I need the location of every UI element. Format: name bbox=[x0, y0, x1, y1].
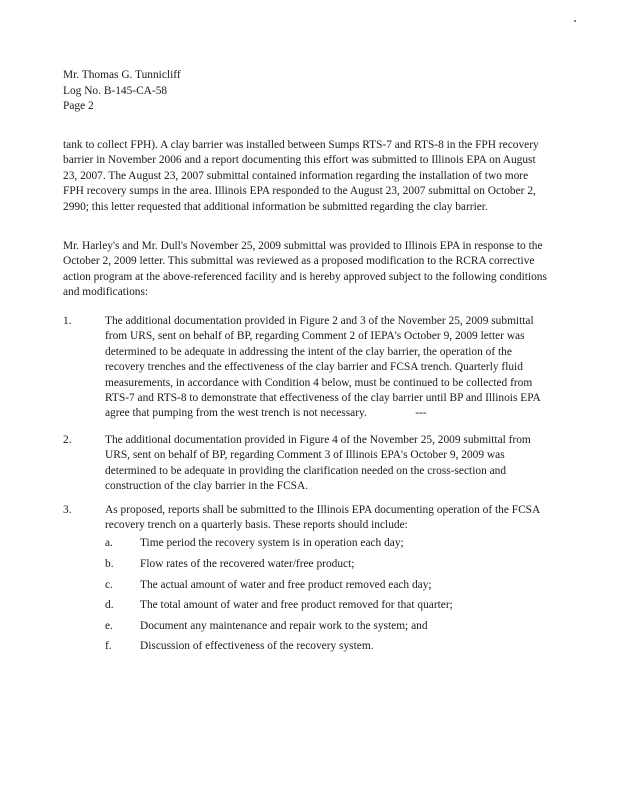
scan-speck bbox=[574, 20, 576, 22]
sub-item-text: Flow rates of the recovered water/free product; bbox=[140, 558, 355, 570]
sub-item-text: Document any maintenance and repair work to the system; and bbox=[140, 620, 428, 632]
handwritten-mark: --- bbox=[415, 407, 427, 420]
paragraph-submittal: Mr. Harley's and Mr. Dull's November 25, 2009 submittal was provided to Illinois EPA in response to the October 2, 2009 letter. This submittal was reviewed as a proposed modification to the RCRA corrective action program at the above-referenced facility and is hereby approved subject to the following conditions and modifications: bbox=[63, 240, 547, 299]
condition-number: 3. bbox=[63, 504, 72, 516]
sub-item-letter: f. bbox=[105, 640, 112, 652]
paragraph-clay-barrier: tank to collect FPH). A clay barrier was installed between Sumps RTS-7 and RTS-8 in the FPH recovery barrier in November 2006 and a report documenting this effort was submitted to Illinois EPA on August 23, 2007. The August 23, 2007 submittal contained information regarding the installation of two more FPH recovery sumps in the area. Illinois EPA responded to the August 23, 2007 submittal on October 2, 2990; this letter requested that additional information be submitted regarding the clay barrier. bbox=[63, 139, 539, 213]
condition-text bbox=[105, 314, 553, 422]
sub-item-letter: c. bbox=[105, 579, 113, 591]
condition-1-body: The additional documentation provided in Figure 2 and 3 of the November 25, 2009 submittal from URS, sent on behalf of BP, regarding Comment 2 of IEPA's October 9, 2009 letter was determined to be adequate in addressing the intent of the clay barrier, the operation of the recovery trenches and the effectiveness of the clay barrier and FCSA trench. Quarterly fluid measurements, in accordance with Condition 4 below, must be continued to be collected from RTS-7 and RTS-8 to demonstrate that effectiveness of the clay barrier until BP and Illinois EPA agree that pumping from the west trench is not necessary. bbox=[105, 315, 541, 420]
sub-item-letter: e. bbox=[105, 620, 113, 632]
sub-item-text: The total amount of water and free product removed for that quarter; bbox=[140, 599, 453, 611]
sub-item-letter: b. bbox=[105, 558, 114, 570]
recipient-name: Mr. Thomas G. Tunnicliff bbox=[63, 69, 181, 81]
sub-item-letter: d. bbox=[105, 599, 114, 611]
log-number: Log No. B-145-CA-58 bbox=[63, 84, 168, 97]
sub-item-text: Time period the recovery system is in operation each day; bbox=[140, 537, 404, 549]
sub-item-text: Discussion of effectiveness of the recovery system. bbox=[140, 640, 374, 652]
sub-item-letter: a. bbox=[105, 537, 113, 549]
condition-text: The additional documentation provided in Figure 4 of the November 25, 2009 submittal from URS, sent on behalf of BP, regarding Comment 3 of Illinois EPA's October 9, 2009 was determined to be adequate in providing the clarification needed on the cross-section and construction of the clay barrier in the FCSA. bbox=[105, 434, 531, 493]
condition-text: As proposed, reports shall be submitted to the Illinois EPA documenting operation of the FCSA recovery trench on a quarterly basis. These reports should include: bbox=[105, 504, 540, 532]
sub-item-text: The actual amount of water and free product removed each day; bbox=[140, 579, 432, 591]
page-number: Page 2 bbox=[63, 100, 94, 112]
condition-number: 2. bbox=[63, 434, 72, 446]
letter-header bbox=[63, 68, 181, 115]
condition-number: 1. bbox=[63, 315, 72, 327]
